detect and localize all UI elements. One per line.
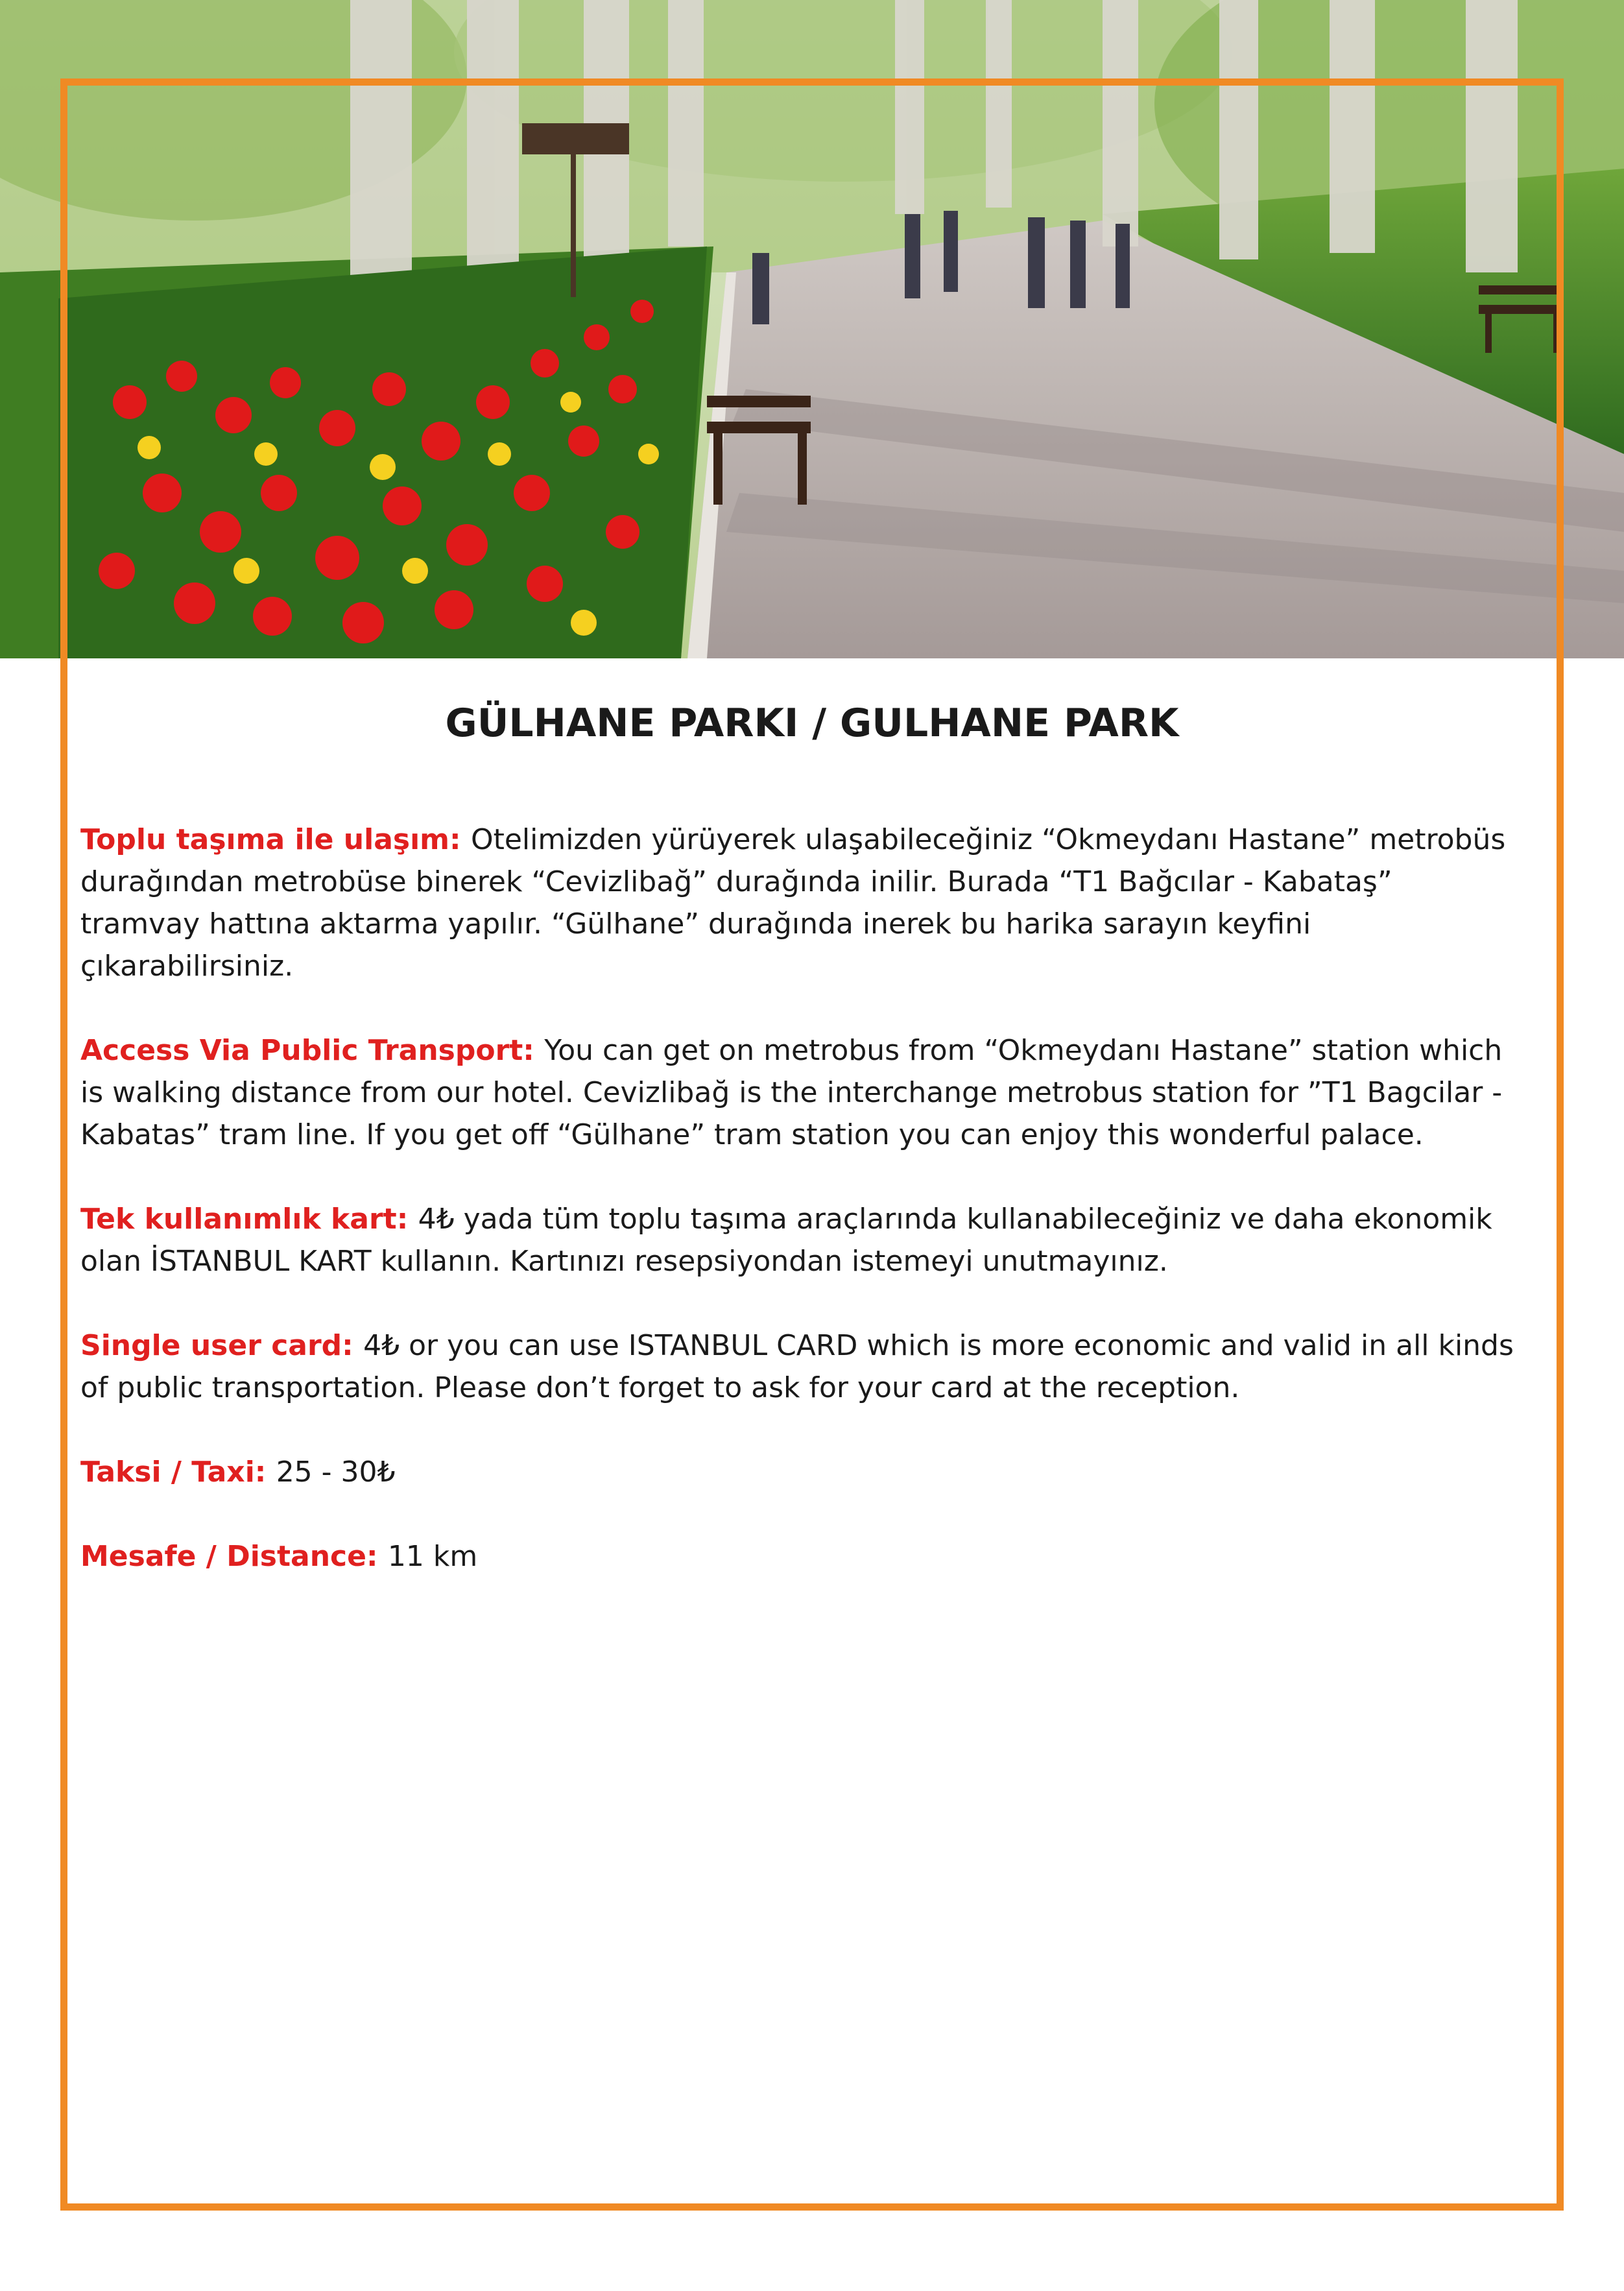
section-single-card-tr [80,1198,1520,1282]
section-label: Toplu taşıma ile ulaşım: [80,823,471,856]
park-photo-illustration [0,0,1624,658]
section-text: Otelimizden yürüyerek ulaşabileceğiniz “Okmeydanı Hastane” metrobüs durağından metrobüse binerek “Cevizlibağ” durağında inilir. Burada “T1 Bağcılar - Kabataş” tramvay hattına aktarma yapılır. “Gülhane” durağında inerek bu harika sarayın keyfini çıkarabilirsiniz. [80,823,1506,983]
section-distance [80,1535,1520,1577]
section-text: You can get on metrobus from “Okmeydanı Hastane” station which is walking distance from our hotel. Cevizlibağ is the interchange metrobus station for ”T1 Bagcilar - Kabatas” tram line. If you get off “Gülhane” tram station you can enjoy this wonderful palace. [80,1034,1503,1151]
section-label: Access Via Public Transport: [80,1034,545,1067]
section-text: 4₺ or you can use ISTANBUL CARD which is more economic and valid in all kinds of public transportation. Please don’t forget to ask for your card at the reception. [80,1329,1514,1404]
section-label: Mesafe / Distance: [80,1540,388,1573]
section-label: Tek kullanımlık kart: [80,1203,418,1236]
section-text: 11 km [387,1540,478,1573]
section-public-transport-tr [80,819,1520,987]
section-text: 4₺ yada tüm toplu taşıma araçlarında kullanabileceğiniz ve daha ekonomik olan İSTANBUL KART kullanın. Kartınızı resepsiyondan istemeyi unutmayınız. [80,1203,1492,1278]
section-label: Single user card: [80,1329,364,1362]
section-single-card-en [80,1325,1520,1409]
section-public-transport-en [80,1029,1520,1156]
section-label: Taksi / Taxi: [80,1456,276,1489]
page-title: GÜLHANE PARKI / GULHANE PARK [445,701,1179,746]
hero-photo [0,0,1624,658]
content-area [80,819,1520,1620]
section-taxi [80,1451,1520,1493]
section-text: 25 - 30₺ [276,1456,396,1489]
